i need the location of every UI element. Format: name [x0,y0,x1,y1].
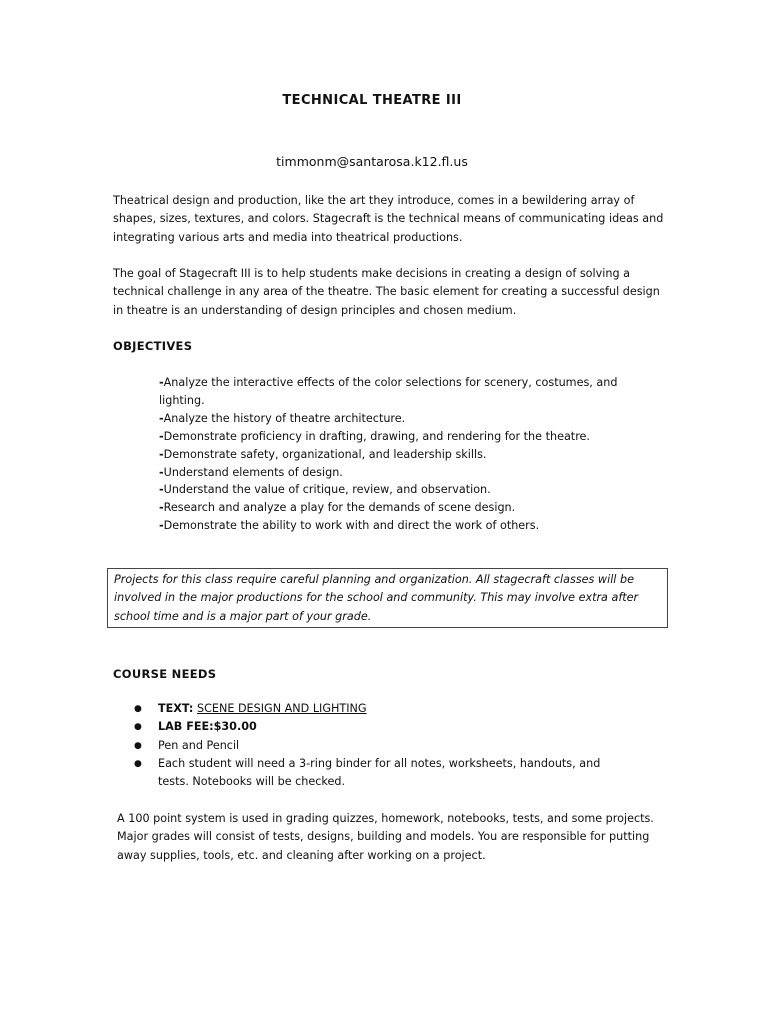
objective-text: Understand the value of critique, review, and observation. [163,483,491,497]
objective-text: Analyze the interactive effects of the color selections for scenery, costumes, and lighting. [159,376,618,407]
dash-marker: - [159,519,164,533]
list-item [134,700,634,718]
objective-item [159,517,659,535]
list-item [134,755,634,792]
intro-paragraph: Theatrical design and production, like the art they introduce, comes in a bewildering array of shapes, sizes, textures, and colors. Stagecraft is the technical means of communicating ideas and integrating various arts and media into theatrical productions. [113,194,664,244]
objective-item [159,374,659,410]
dash-marker: - [159,501,164,515]
course-needs-list [134,700,634,791]
bullet-icon: ● [134,704,142,714]
lab-fee: LAB FEE:$30.00 [158,720,257,734]
dash-marker: - [159,411,164,425]
objective-text: Understand elements of design. [163,465,343,479]
dash-marker: - [159,465,164,479]
instructor-email: timmonm@santarosa.k12.fl.us [276,154,468,169]
objective-text: Research and analyze a play for the demands of scene design. [163,501,516,515]
objectives-heading: OBJECTIVES [113,339,193,353]
grading-paragraph: A 100 point system is used in grading quizzes, homework, notebooks, tests, and some projects. Major grades will consist of tests, designs, building and models. You are responsible for putting away supplies, tools, etc. and cleaning after working on a project. [117,812,654,862]
objective-item [159,464,659,482]
objective-text: Analyze the history of theatre architecture. [163,411,406,425]
objective-item [159,481,659,499]
objective-item [159,410,659,428]
textbook-title: SCENE DESIGN AND LIGHTING [196,702,367,715]
objective-text: Demonstrate proficiency in drafting, drawing, and rendering for the theatre. [163,429,590,443]
bullet-icon: ● [134,722,142,733]
text-label: TEXT: [158,702,194,715]
objective-item [159,499,659,517]
dash-marker: - [159,483,164,497]
objective-item [159,446,659,464]
objective-item [159,428,659,446]
binder-item: Each student will need a 3-ring binder for all notes, worksheets, handouts, and tests. Notebooks will be checked. [158,756,601,789]
list-item [134,737,634,755]
bullet-icon: ● [134,758,142,769]
course-needs-heading: COURSE NEEDS [113,667,217,681]
pen-pencil-item: Pen and Pencil [158,738,240,752]
dash-marker: - [159,447,164,461]
objective-text: Demonstrate the ability to work with and direct the work of others. [163,519,540,533]
dash-marker: - [159,376,164,389]
bullet-icon: ● [134,740,142,751]
document-title: TECHNICAL THEATRE III [282,93,462,108]
dash-marker: - [159,429,164,443]
projects-note-box: Projects for this class require careful planning and organization. All stagecraft classes will be involved in the major productions for the school and community. This may involve extra after school time and is a major part of your grade. [107,568,668,628]
objective-text: Demonstrate safety, organizational, and leadership skills. [163,447,487,461]
list-item [134,718,634,736]
goal-paragraph: The goal of Stagecraft III is to help students make decisions in creating a design of solving a technical challenge in any area of the theatre. The basic element for creating a successful design in theatre is an understanding of design principles and chosen medium. [113,267,660,317]
objectives-list [159,374,659,535]
